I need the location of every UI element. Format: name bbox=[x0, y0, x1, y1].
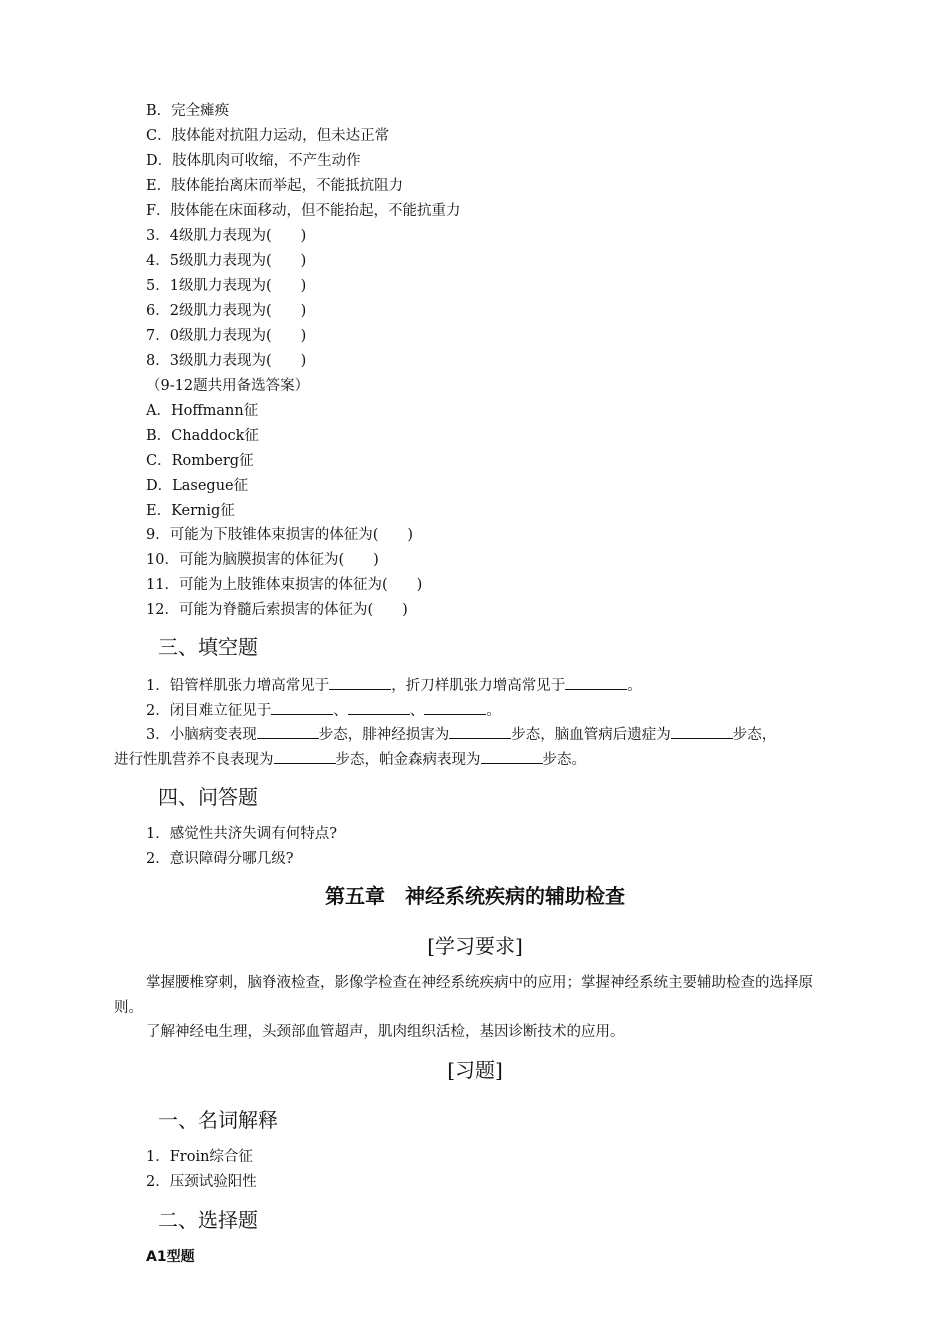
option-d: D．肢体肌肉可收缩，不产生动作 bbox=[146, 153, 361, 169]
sign-option-d: D．Lasegue征 bbox=[146, 478, 249, 494]
answer-blank bbox=[449, 724, 511, 739]
sign-option-c: C．Romberg征 bbox=[146, 453, 254, 469]
question-3: 3．4级肌力表现为( ) bbox=[146, 228, 307, 244]
fill-question-2: 2．闭目难立征见于 、 、 。 bbox=[146, 700, 501, 721]
question-5: 5．1级肌力表现为( ) bbox=[146, 278, 307, 294]
term-1: 1．Froin综合征 bbox=[146, 1149, 253, 1165]
option-b: B．完全瘫痪 bbox=[146, 103, 230, 119]
question-10: 10．可能为脑膜损害的体征为( ) bbox=[146, 552, 379, 568]
study-paragraph-1: 掌握腰椎穿刺，脑脊液检查，影像学检查在神经系统疾病中的应用；掌握神经系统主要辅助检查的选择原则。 bbox=[114, 975, 813, 1016]
answer-blank bbox=[424, 700, 486, 715]
a1-type-label: A1型题 bbox=[146, 1249, 195, 1265]
answer-blank bbox=[481, 749, 543, 764]
choice-heading: 二、选择题 bbox=[158, 1208, 258, 1232]
answer-blank bbox=[671, 724, 733, 739]
question-7: 7．0级肌力表现为( ) bbox=[146, 328, 307, 344]
term-2: 2．压颈试验阳性 bbox=[146, 1174, 257, 1190]
study-paragraph-2: 了解神经电生理，头颈部血管超声，肌肉组织活检，基因诊断技术的应用。 bbox=[146, 1024, 625, 1040]
study-requirements-heading: [学习要求] bbox=[427, 934, 523, 958]
qa-heading: 四、问答题 bbox=[158, 785, 258, 809]
answer-blank bbox=[329, 675, 391, 690]
question-8: 8．3级肌力表现为( ) bbox=[146, 353, 307, 369]
question-6: 6．2级肌力表现为( ) bbox=[146, 303, 307, 319]
question-4: 4．5级肌力表现为( ) bbox=[146, 253, 307, 269]
option-f: F．肢体能在床面移动，但不能抬起，不能抗重力 bbox=[146, 203, 461, 219]
answer-blank bbox=[257, 724, 319, 739]
exercises-heading: [习题] bbox=[447, 1058, 503, 1082]
sign-option-b: B．Chaddock征 bbox=[146, 428, 259, 444]
answer-blank bbox=[348, 700, 410, 715]
terms-heading: 一、名词解释 bbox=[158, 1108, 278, 1132]
option-e: E．肢体能抬离床而举起，不能抵抗阻力 bbox=[146, 178, 404, 194]
question-9: 9．可能为下肢锥体束损害的体征为( ) bbox=[146, 527, 414, 543]
option-c: C．肢体能对抗阻力运动，但未达正常 bbox=[146, 128, 390, 144]
qa-question-1: 1．感觉性共济失调有何特点? bbox=[146, 826, 337, 842]
answer-blank bbox=[271, 700, 333, 715]
shared-answers-note: （9-12题共用备选答案） bbox=[146, 378, 310, 394]
answer-blank bbox=[565, 675, 627, 690]
fill-question-3: 3．小脑病变表现 步态，腓神经损害为 步态，脑血管病后遗症为 步态， bbox=[146, 724, 776, 745]
answer-blank bbox=[274, 749, 336, 764]
fill-question-3-continued: 进行性肌营养不良表现为 步态，帕金森病表现为 步态。 bbox=[114, 749, 586, 770]
question-11: 11．可能为上肢锥体束损害的体征为( ) bbox=[146, 577, 423, 593]
chapter-title: 第五章 神经系统疾病的辅助检查 bbox=[325, 884, 625, 908]
sign-option-a: A．Hoffmann征 bbox=[146, 403, 259, 419]
question-12: 12．可能为脊髓后索损害的体征为( ) bbox=[146, 602, 408, 618]
qa-question-2: 2．意识障碍分哪几级? bbox=[146, 851, 294, 867]
sign-option-e: E．Kernig征 bbox=[146, 503, 235, 519]
fill-blank-heading: 三、填空题 bbox=[158, 635, 258, 659]
fill-question-1: 1．铅管样肌张力增高常见于 ，折刀样肌张力增高常见于 。 bbox=[146, 675, 642, 696]
